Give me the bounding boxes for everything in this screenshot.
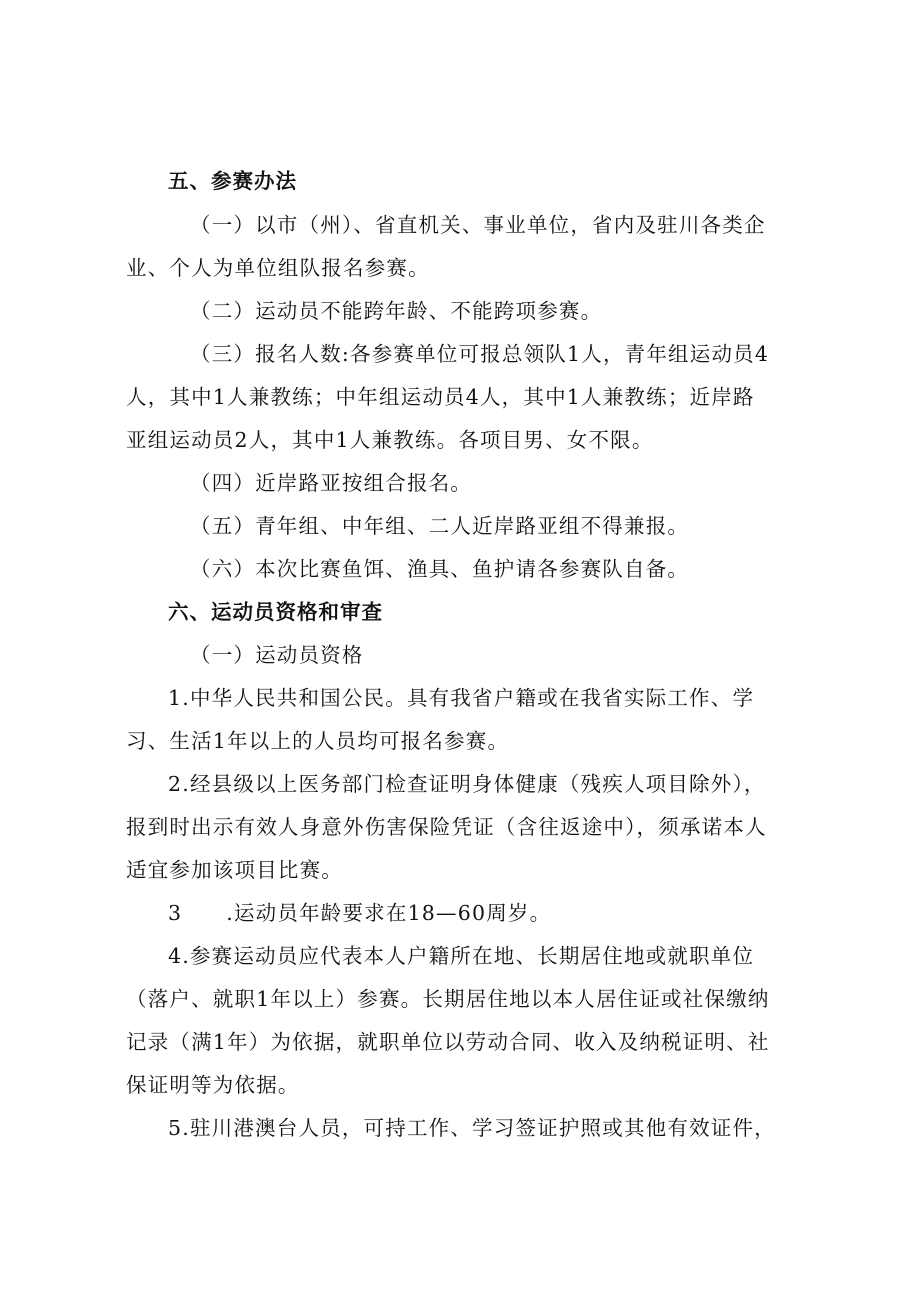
paragraph-3-line-3: 亚组运动员2人，其中1人兼教练。各项目男、女不限。 [126, 428, 654, 452]
paragraph-2: （二）运动员不能跨年龄、不能跨项参赛。 [190, 299, 603, 323]
item-5-line-1: 5.驻川港澳台人员，可持工作、学习签证护照或其他有效证件， [168, 1116, 776, 1140]
item-4-line-1: 4.参赛运动员应代表本人户籍所在地、长期居住地或就职单位 [168, 944, 755, 968]
paragraph-3-line-1: （三）报名人数:各参赛单位可报总领队1人，青年组运动员4 [190, 342, 770, 366]
paragraph-5: （五）青年组、中年组、二人近岸路亚组不得兼报。 [190, 514, 690, 538]
section-heading-eligibility: 六、运动员资格和审查 [168, 600, 383, 624]
item-2-line-3: 适宜参加该项目比赛。 [126, 858, 343, 882]
paragraph-1-line-2: 业、个人为单位组队报名参赛。 [126, 256, 430, 280]
item-2-line-2: 报到时出示有效人身意外伤害保险凭证（含往返途中），须承诺本人 [126, 815, 767, 839]
item-1-line-2: 习、生活1年以上的人员均可报名参赛。 [126, 729, 510, 753]
item-4-line-3: 记录（满1年）为依据，就职单位以劳动合同、收入及纳税证明、社 [126, 1030, 770, 1054]
paragraph-4: （四）近岸路亚按组合报名。 [190, 471, 473, 495]
subheading-eligibility: （一）运动员资格 [190, 643, 364, 667]
item-1-line-1: 1.中华人民共和国公民。具有我省户籍或在我省实际工作、学 [168, 686, 755, 710]
item-3-text: .运动员年龄要求在18—60周岁。 [226, 901, 552, 925]
item-2-line-1: 2.经县级以上医务部门检查证明身体健康（残疾人项目除外）， [168, 772, 766, 796]
item-4-line-4: 保证明等为依据。 [126, 1073, 300, 1097]
item-3-number: 3 [168, 901, 183, 925]
item-3 [168, 898, 920, 928]
paragraph-3-line-2: 人，其中1人兼教练；中年组运动员4人，其中1人兼教练；近岸路 [126, 385, 755, 409]
item-4-line-2: （落户、就职1年以上）参赛。长期居住地以本人居住证或社保缴纳 [126, 987, 770, 1011]
paragraph-6: （六）本次比赛鱼饵、渔具、鱼护请各参赛队自备。 [190, 557, 690, 581]
paragraph-1-line-1: （一）以市（州）、省直机关、事业单位，省内及驻川各类企 [190, 213, 766, 237]
section-heading-participation: 五、参赛办法 [168, 169, 297, 193]
